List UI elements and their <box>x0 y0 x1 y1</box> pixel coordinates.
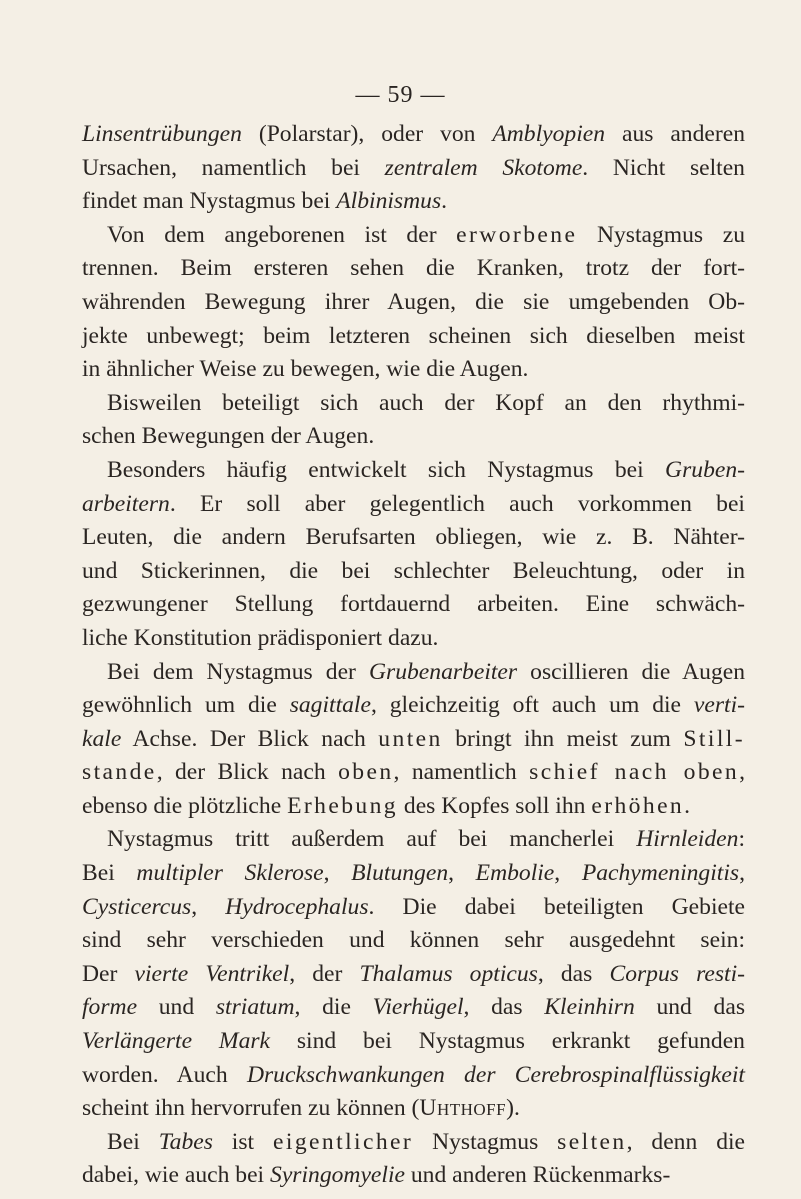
text-line: Der vierte Ventrikel, der Thalamus opticus, das Corpus resti- <box>82 960 745 987</box>
text-line: dabei, wie auch bei Syringomyelie und anderen Rückenmarks- <box>82 1162 671 1189</box>
text-line: Cysticercus, Hydrocephalus. Die dabei beteiligten Gebiete <box>82 893 745 920</box>
text-line: stande, der Blick nach oben, namentlich schief nach oben, <box>82 759 745 786</box>
text-line: trennen. Beim ersteren sehen die Kranken, trotz der fort- <box>82 255 745 282</box>
body-text <box>82 118 745 1193</box>
text-line: und Stickerinnen, die bei schlechter Beleuchtung, oder in <box>82 557 745 584</box>
text-line: Bei multipler Sklerose, Blutungen, Embolie, Pachymeningitis, <box>82 860 745 887</box>
text-line: forme und striatum, die Vierhügel, das Kleinhirn und das <box>82 994 745 1021</box>
text-line: gezwungener Stellung fortdauernd arbeiten. Eine schwäch- <box>82 591 745 618</box>
text-line: Verlängerte Mark sind bei Nystagmus erkrankt gefunden <box>82 1028 745 1055</box>
text-line: ebenso die plötzliche Erhebung des Kopfes soll ihn erhöhen. <box>82 792 691 819</box>
text-line: Bei Tabes ist eigentlicher Nystagmus selten, denn die <box>107 1128 746 1155</box>
text-line: Von dem angeborenen ist der erworbene Nystagmus zu <box>107 221 745 248</box>
text-line: Besonders häufig entwickelt sich Nystagmus bei Gruben- <box>107 456 745 483</box>
text-line: Bei dem Nystagmus der Grubenarbeiter oscillieren die Augen <box>107 658 746 685</box>
text-line: kale Achse. Der Blick nach unten bringt ihn meist zum Still- <box>82 725 745 752</box>
text-line: worden. Auch Druckschwankungen der Cerebrospinalflüssigkeit <box>82 1061 745 1088</box>
text-line: jekte unbewegt; beim letzteren scheinen sich dieselben meist <box>82 322 745 349</box>
text-line: liche Konstitution prädisponiert dazu. <box>82 624 439 651</box>
text-line: arbeitern. Er soll aber gelegentlich auch vorkommen bei <box>82 490 745 517</box>
text-line: gewöhnlich um die sagittale, gleichzeitig oft auch um die verti- <box>82 692 745 719</box>
text-line: Nystagmus tritt außerdem auf bei mancherlei Hirnleiden: <box>107 826 745 853</box>
text-line: Ursachen, namentlich bei zentralem Skotome. Nicht selten <box>82 154 745 181</box>
text-line: Leuten, die andern Berufsarten obliegen, wie z. B. Nähter- <box>82 524 745 551</box>
text-line: scheint ihn hervorrufen zu können (Uhthoff). <box>82 1095 520 1122</box>
text-line: in ähnlicher Weise zu bewegen, wie die Augen. <box>82 356 529 383</box>
text-line: sind sehr verschieden und können sehr ausgedehnt sein: <box>82 927 745 954</box>
page-number: — 59 — <box>355 82 446 108</box>
text-line: Bisweilen beteiligt sich auch der Kopf an den rhythmi- <box>107 389 745 416</box>
text-line: Linsentrübungen (Polarstar), oder von Amblyopien aus anderen <box>82 121 745 147</box>
text-line: findet man Nystagmus bei Albinismus. <box>82 188 448 215</box>
text-line: schen Bewegungen der Augen. <box>82 423 375 450</box>
text-line: währenden Bewegung ihrer Augen, die sie umgebenden Ob- <box>82 288 745 315</box>
